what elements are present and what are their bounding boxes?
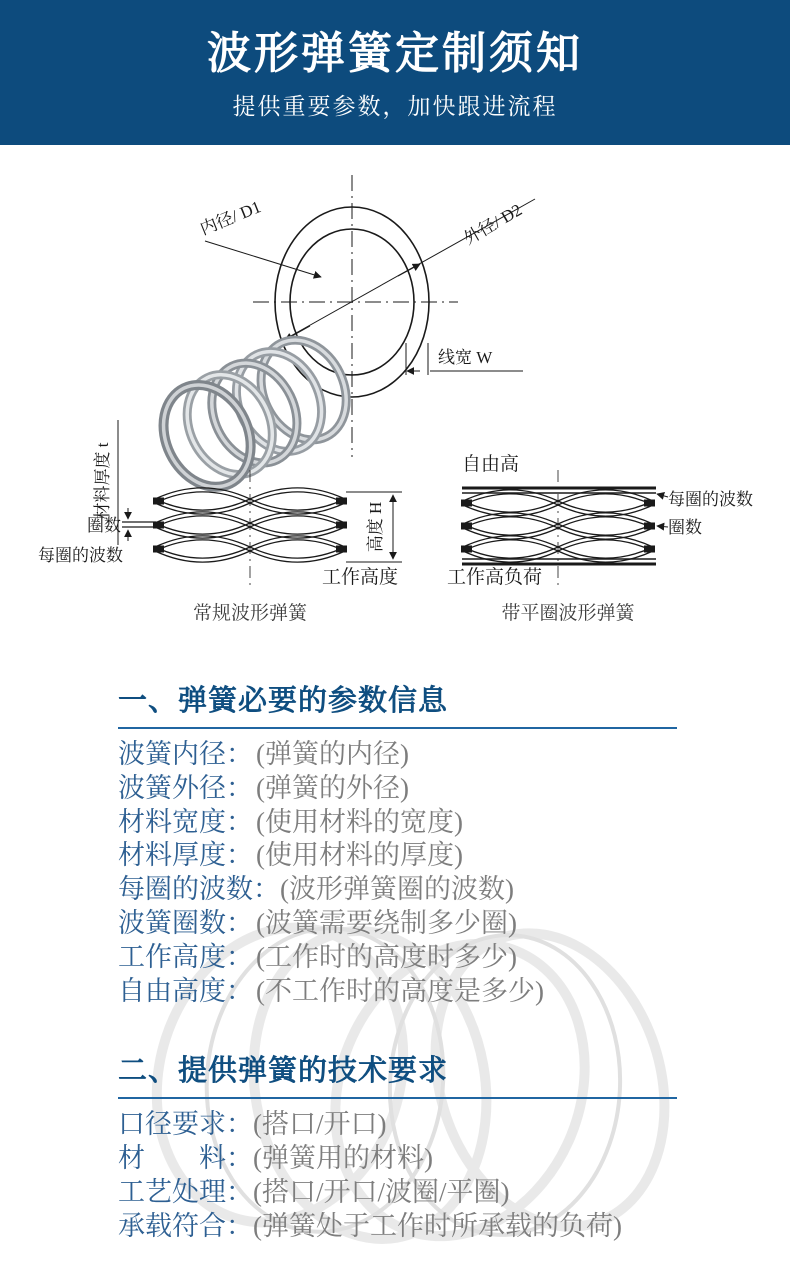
material-thickness-label: 材料厚度 t [93,442,112,520]
section-technical-requirements [118,1054,750,1243]
list-item [118,839,750,873]
outer-diameter-label: 外径/ D2 [460,200,526,249]
list-item [118,975,750,1009]
list-item [118,738,750,772]
section2-divider [118,1097,677,1099]
section1-list [118,738,750,1008]
param-label: 工作高度： [118,941,253,972]
param-desc: (波簧需要绕制多少圈) [256,907,517,938]
wave-spring-diagram [0,145,790,660]
list-item [118,941,750,975]
param-label: 波簧圈数： [118,907,253,938]
page-header [0,0,790,145]
turns-label-right: 圈数 [668,518,702,537]
working-height-load-label: 工作高负荷 [447,567,543,588]
param-desc: (不工作时的高度是多少) [256,975,544,1006]
param-label: 承载符合： [118,1210,253,1241]
list-item [118,806,750,840]
param-desc: (弹簧的内径) [256,739,409,769]
param-label: 波簧内径： [118,739,253,769]
param-desc: (搭口/开口) [253,1109,387,1140]
param-label: 材料厚度： [118,840,253,871]
param-label: 自由高度： [118,975,253,1006]
waves-per-turn-label-right: 每圈的波数 [668,490,753,509]
page-subtitle: 提供重要参数，加快跟进流程 [232,93,558,120]
param-desc: (搭口/开口/波圈/平圈) [253,1176,510,1207]
param-desc: (使用材料的宽度) [256,806,463,837]
param-desc: (弹簧的外径) [256,772,409,803]
list-item [118,907,750,941]
section1-divider [118,727,677,729]
param-label: 工艺处理： [118,1176,253,1207]
section2-heading: 二、提供弹簧的技术要求 [118,1055,449,1088]
list-item [118,772,750,806]
working-height-label: 工作高度 [322,567,399,588]
list-item [118,1210,750,1244]
section2-list [118,1108,750,1243]
page-title: 波形弹簧定制须知 [207,28,583,78]
spring-photo [139,321,370,506]
list-item [118,873,750,907]
param-desc: (使用材料的厚度) [256,840,463,871]
param-label: 材料宽度： [118,806,253,837]
technical-drawing [0,145,790,660]
param-label: 材 料： [118,1143,253,1174]
param-label: 波簧外径： [118,772,253,803]
free-height-label: 自由高 [462,454,520,475]
line-width-label: 线宽 W [438,348,493,367]
param-desc: (弹簧处于工作时所承载的负荷) [253,1210,622,1241]
list-item [118,1142,750,1176]
list-item [118,1108,750,1142]
caption-regular-wave-spring: 常规波形弹簧 [192,603,308,624]
height-h-label: 高度 H [366,501,385,553]
content-area [0,684,790,1244]
param-label: 口径要求： [118,1109,253,1140]
waves-per-turn-label-left: 每圈的波数 [38,546,123,565]
caption-shim-end-wave-spring: 带平圈波形弹簧 [501,603,635,624]
param-desc: (波形弹簧圈的波数) [280,874,514,905]
param-desc: (工作时的高度时多少) [256,941,517,972]
list-item [118,1176,750,1210]
param-label: 每圈的波数： [118,874,280,905]
section-required-parameters [118,684,750,1008]
turns-label-left: 圈数 [87,516,121,535]
section1-heading: 一、弹簧必要的参数信息 [118,685,449,717]
inner-diameter-label: 内径/ D1 [197,197,264,239]
param-desc: (弹簧用的材料) [253,1143,433,1174]
